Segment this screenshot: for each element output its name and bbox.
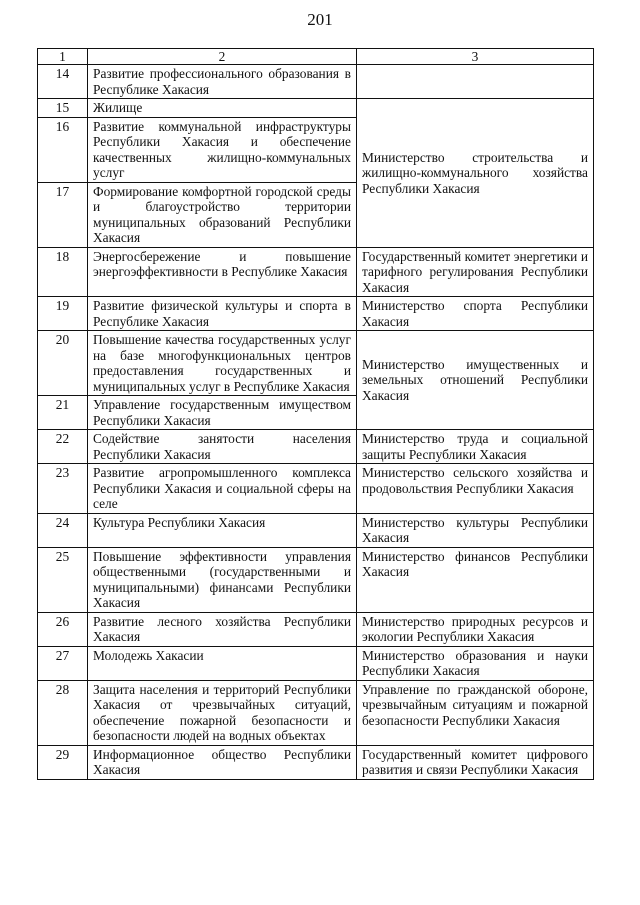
table-row: [38, 65, 594, 99]
table-row: [38, 612, 594, 646]
table-row: [38, 99, 594, 118]
responsible-agency: Министерство сельского хозяйства и продовольствия Республики Хакасия: [357, 464, 594, 514]
program-name: Развитие физической культуры и спорта в Республике Хакасия: [88, 297, 357, 331]
row-number: 20: [38, 331, 88, 396]
table-row: [38, 464, 594, 514]
responsible-agency: Министерство строительства и жилищно-коммунального хозяйства Республики Хакасия: [357, 99, 594, 248]
table-row: [38, 430, 594, 464]
program-name: Развитие профессионального образования в Республике Хакасия: [88, 65, 357, 99]
responsible-agency: [357, 65, 594, 99]
table-row: [38, 680, 594, 745]
table-row: [38, 745, 594, 779]
row-number: 14: [38, 65, 88, 99]
table-row: [38, 646, 594, 680]
responsible-agency: Министерство спорта Республики Хакасия: [357, 297, 594, 331]
row-number: 27: [38, 646, 88, 680]
responsible-agency: Государственный комитет энергетики и тарифного регулирования Республики Хакасия: [357, 247, 594, 297]
row-number: 15: [38, 99, 88, 118]
program-name: Содействие занятости населения Республики Хакасия: [88, 430, 357, 464]
responsible-agency: Государственный комитет цифрового развития и связи Республики Хакасия: [357, 745, 594, 779]
row-number: 19: [38, 297, 88, 331]
row-number: 18: [38, 247, 88, 297]
table-row: [38, 331, 594, 396]
column-header-number: 1: [38, 49, 88, 65]
program-name: Развитие лесного хозяйства Республики Хакасия: [88, 612, 357, 646]
responsible-agency: Министерство финансов Республики Хакасия: [357, 547, 594, 612]
row-number: 29: [38, 745, 88, 779]
responsible-agency: Министерство труда и социальной защиты Республики Хакасия: [357, 430, 594, 464]
row-number: 16: [38, 117, 88, 182]
program-name: Культура Республики Хакасия: [88, 513, 357, 547]
table-row: [38, 247, 594, 297]
row-number: 21: [38, 396, 88, 430]
column-header-program: 2: [88, 49, 357, 65]
program-name: Повышение эффективности управления общественными (государственными и муниципальными) финансами Республики Хакасия: [88, 547, 357, 612]
program-name: Формирование комфортной городской среды и благоустройство территории муниципальных образований Республики Хакасия: [88, 182, 357, 247]
program-name: Молодежь Хакасии: [88, 646, 357, 680]
table-row: [38, 513, 594, 547]
program-name: Повышение качества государственных услуг на базе многофункциональных центров предоставления государственных и муниципальных услуг в Республике Хакасия: [88, 331, 357, 396]
program-name: Защита населения и территорий Республики Хакасия от чрезвычайных ситуаций, обеспечение пожарной безопасности и безопасности людей на водных объектах: [88, 680, 357, 745]
row-number: 28: [38, 680, 88, 745]
table-row: [38, 297, 594, 331]
table-header-row: [38, 49, 594, 65]
responsible-agency: Министерство образования и науки Республики Хакасия: [357, 646, 594, 680]
program-name: Жилище: [88, 99, 357, 118]
program-name: Управление государственным имуществом Республики Хакасия: [88, 396, 357, 430]
page-number: 201: [307, 10, 333, 29]
row-number: 17: [38, 182, 88, 247]
column-header-responsible: 3: [357, 49, 594, 65]
responsible-agency: Министерство природных ресурсов и экологии Республики Хакасия: [357, 612, 594, 646]
responsible-agency: Министерство культуры Республики Хакасия: [357, 513, 594, 547]
row-number: 23: [38, 464, 88, 514]
program-name: Энергосбережение и повышение энергоэффективности в Республике Хакасия: [88, 247, 357, 297]
row-number: 22: [38, 430, 88, 464]
program-name: Информационное общество Республики Хакасия: [88, 745, 357, 779]
row-number: 25: [38, 547, 88, 612]
responsible-agency: Управление по гражданской обороне, чрезвычайным ситуациям и пожарной безопасности Республики Хакасия: [357, 680, 594, 745]
programs-table: [37, 48, 594, 780]
program-name: Развитие коммунальной инфраструктуры Республики Хакасия и обеспечение качественных жилищно-коммунальных услуг: [88, 117, 357, 182]
table-row: [38, 547, 594, 612]
responsible-agency: Министерство имущественных и земельных отношений Республики Хакасия: [357, 331, 594, 430]
row-number: 24: [38, 513, 88, 547]
row-number: 26: [38, 612, 88, 646]
program-name: Развитие агропромышленного комплекса Республики Хакасия и социальной сферы на селе: [88, 464, 357, 514]
